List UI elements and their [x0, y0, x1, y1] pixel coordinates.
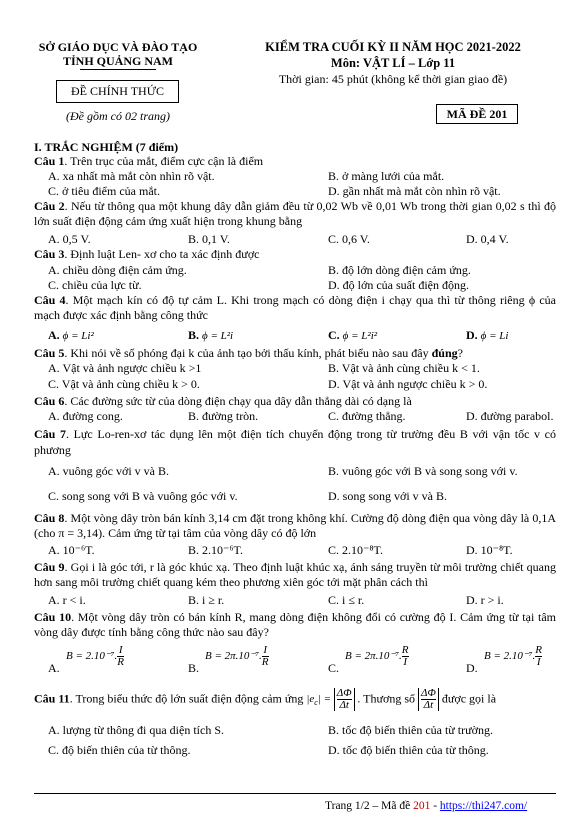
q2-option-a[interactable]: A. 0,5 V. [48, 232, 91, 246]
q6-option-b[interactable]: B. đường tròn. [188, 409, 259, 423]
q10-formula-d: B = 2.10⁻⁷. $\frac{R}{I}$ [484, 644, 543, 668]
question-1: Câu 1. Trên trục của mắt, điểm cực cận là điểm [34, 154, 264, 168]
q6-option-d[interactable]: D. đường parabol. [466, 409, 554, 423]
q6-option-c[interactable]: C. đường thẳng. [328, 409, 406, 423]
q10-formula-b: B = 2π.10⁻⁷. $\frac{I}{R}$ [205, 644, 269, 668]
q3-option-c[interactable]: C. chiều của lực từ. [48, 278, 142, 292]
q7-option-a[interactable]: A. vuông góc với v và B. [48, 464, 170, 478]
q3-option-d[interactable]: D. độ lớn của suất điện động. [328, 278, 469, 292]
q7-option-c[interactable]: C. song song với B và vuông góc với v. [48, 489, 238, 503]
q8-option-b[interactable]: B. 2.10⁻⁶T. [188, 543, 243, 557]
question-11: Câu 11. Trong biểu thức độ lớn suất điện động cảm ứng $|e_c|$ = $\frac{\Delta\Phi}{\Delta t}$ . Thương số $\frac{\Delta\Phi}{\Delta t}$ được gọi là [34, 687, 497, 712]
question-7: Câu 7. Lực Lo-ren-xơ tác dụng lên một điện tích chuyển động trong từ trường đều B với vận tốc v có phương [34, 427, 556, 457]
exam-title: KIỂM TRA CUỐI KỲ II NĂM HỌC 2021-2022 [265, 40, 521, 54]
dept-underline [80, 69, 156, 70]
time-limit: Thời gian: 45 phút (không kể thời gian giao đề) [278, 72, 508, 86]
q9-option-a[interactable]: A. r < i. [48, 593, 86, 607]
section-title: I. TRẮC NGHIỆM (7 điểm) [34, 140, 179, 154]
q2-option-c[interactable]: C. 0,6 V. [328, 232, 370, 246]
q4-option-d[interactable]: D. ϕ = Li [466, 328, 509, 342]
pages-note: (Đề gồm có 02 trang) [66, 109, 170, 123]
exam-code-box [436, 104, 518, 124]
dept-line1: SỞ GIÁO DỤC VÀ ĐÀO TẠO [38, 40, 198, 54]
q2-option-b[interactable]: B. 0,1 V. [188, 232, 230, 246]
q7-option-b[interactable]: B. vuông góc với B và song song với v. [328, 464, 518, 478]
footer: Trang 1/2 – Mã đề 201 - https://thi247.com/ [325, 800, 528, 812]
q8-option-a[interactable]: A. 10⁻⁶T. [48, 543, 95, 557]
question-3: Câu 3. Định luật Len- xơ cho ta xác định được [34, 247, 260, 261]
question-2: Câu 2. Nếu từ thông qua một khung dây dẫn giảm đều từ 0,02 Wb về 0,01 Wb trong thời gian 0,02 s thì độ lớn suất điện động cảm ứng xuất hiện trong khung bằng [34, 199, 556, 228]
exam-code: MÃ ĐỀ 201 [446, 107, 508, 121]
q8-option-c[interactable]: C. 2.10⁻⁸T. [328, 543, 383, 557]
q11-option-d[interactable]: D. tốc độ biến thiên của từ thông. [328, 743, 489, 757]
question-10: Câu 10. Một vòng dây tròn có bán kính R, mang dòng điện không đổi có cường độ I. Cảm ứng từ tại tâm vòng dây được tính bằng công thức nào sau đây? [34, 610, 557, 639]
q5-option-b[interactable]: B. Vật và ảnh cùng chiều k < 1. [328, 361, 480, 375]
footer-page: Trang 1/2 [325, 800, 370, 812]
q9-option-c[interactable]: C. i ≤ r. [328, 593, 365, 607]
question-5: Câu 5. Khi nói về số phóng đại k của ảnh tạo bởi thấu kính, phát biểu nào sau đây đúng? [34, 346, 463, 360]
q10-option-b[interactable]: B. [188, 661, 200, 675]
q4-option-a[interactable]: A. ϕ = Li² [48, 328, 94, 342]
q7-option-d[interactable]: D. song song với v và B. [328, 489, 448, 503]
q11-option-a[interactable]: A. lượng từ thông đi qua diện tích S. [48, 723, 225, 737]
footer-url-link[interactable]: https://thi247.com/ [439, 800, 528, 812]
q3-option-b[interactable]: B. độ lớn dòng điện cảm ứng. [328, 263, 471, 277]
q5-option-c[interactable]: C. Vật và ảnh cùng chiều k > 0. [48, 377, 200, 391]
official-label: ĐỀ CHÍNH THỨC [70, 84, 165, 98]
q6-option-a[interactable]: A. đường cong. [48, 409, 123, 423]
q4-formula-c: ϕ = L²i² [342, 330, 378, 342]
footer-rule [34, 793, 556, 794]
q10-option-d[interactable]: D. [466, 661, 478, 675]
dept-line2: TỈNH QUẢNG NAM [63, 54, 173, 68]
q4-formula-d: ϕ = Li [480, 330, 509, 342]
q1-option-b[interactable]: B. ở màng lưới của mắt. [328, 169, 445, 183]
footer-code: 201 [413, 800, 431, 812]
q10-option-c[interactable]: C. [328, 661, 340, 675]
official-label-box [56, 80, 179, 103]
q11-emf-formula: $|e_c|$ = $\frac{\Delta\Phi}{\Delta t}$ [306, 693, 357, 705]
question-8: Câu 8. Một vòng dây tròn bán kính 3,14 cm đặt trong không khí. Cường độ dòng điện qua vòng dây là 0,1A (cho π = 3,14). Cảm ứng từ tại tâm của vòng dây có độ lớn [34, 511, 557, 540]
q5-option-d[interactable]: D. Vật và ảnh ngược chiều k > 0. [328, 377, 488, 391]
q1-option-c[interactable]: C. ở tiêu điểm của mắt. [48, 184, 160, 198]
question-9: Câu 9. Gọi i là góc tới, r là góc khúc xạ. Theo định luật khúc xạ, ánh sáng truyền từ môi trường chiết quang hơn sang môi trường chiết quang kém theo phương xiên góc tới mặt phân cách thì [34, 560, 557, 589]
q4-option-b[interactable]: B. ϕ = L²i [188, 328, 234, 342]
q4-formula-b: ϕ = L²i [202, 330, 234, 342]
q3-option-a[interactable]: A. chiều dòng điện cảm ứng. [48, 263, 187, 277]
q1-option-d[interactable]: D. gần nhất mà mắt còn nhìn rõ vật. [328, 184, 501, 198]
q9-option-b[interactable]: B. i ≥ r. [188, 593, 225, 607]
q11-option-b[interactable]: B. tốc độ biến thiên của từ trường. [328, 723, 493, 737]
q4-option-c[interactable]: C. ϕ = L²i² [328, 328, 378, 342]
q10-formula-c: B = 2π.10⁻⁷. $\frac{R}{I}$ [345, 644, 409, 668]
q4-formula-a: ϕ = Li² [62, 330, 94, 342]
q11-quotient: $\frac{\Delta\Phi}{\Delta t}$ [418, 688, 439, 711]
question-6: Câu 6. Các đường sức từ của dòng điện chạy qua dây dẫn thẳng dài có dạng là [34, 394, 412, 408]
q2-option-d[interactable]: D. 0,4 V. [466, 232, 509, 246]
subject: Môn: VẬT LÍ – Lớp 11 [330, 56, 456, 70]
question-4: Câu 4. Một mạch kín có độ tự cảm L. Khi trong mạch có dòng điện i chạy qua thì từ thông riêng ϕ của mạch được xác định bằng công thức [34, 293, 556, 322]
q5-option-a[interactable]: A. Vật và ảnh ngược chiều k >1 [48, 361, 202, 375]
q9-option-d[interactable]: D. r > i. [466, 593, 504, 607]
q1-option-a[interactable]: A. xa nhất mà mắt còn nhìn rõ vật. [48, 169, 215, 183]
q8-option-d[interactable]: D. 10⁻⁸T. [466, 543, 513, 557]
q10-option-a[interactable]: A. [48, 661, 60, 675]
q11-option-c[interactable]: C. độ biến thiên của từ thông. [48, 743, 191, 757]
q10-formula-a: B = 2.10⁻⁷. $\frac{I}{R}$ [66, 644, 125, 668]
